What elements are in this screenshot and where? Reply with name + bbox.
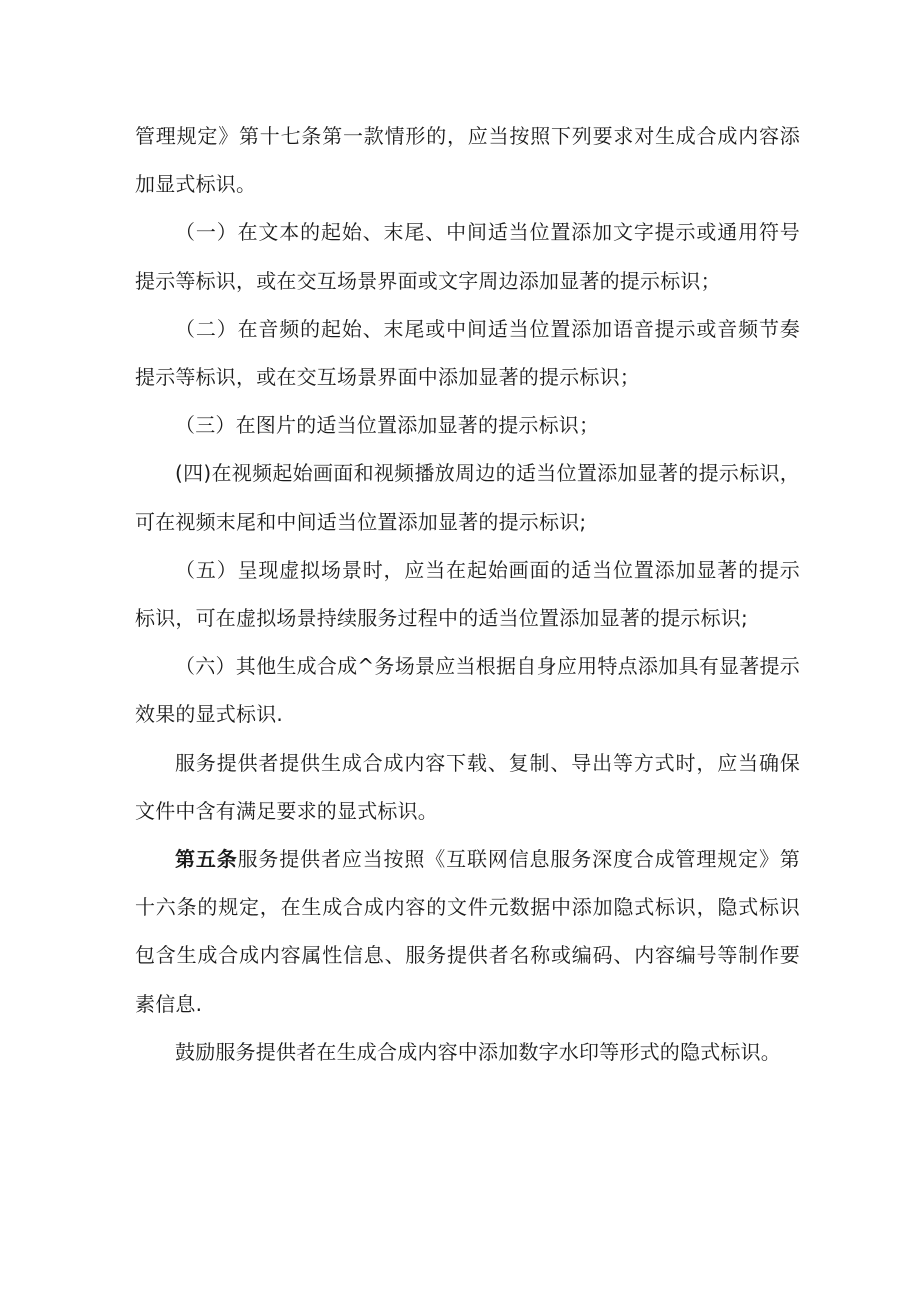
list-item-audio: （二）在音频的起始、末尾或中间适当位置添加语音提示或音频节奏提示等标识，或在交互场景界面中添加显著的提示标识； [135, 316, 800, 390]
list-item-video: (四)在视频起始画面和视频播放周边的适当位置添加显著的提示标识，可在视频末尾和中间适当位置添加显著的提示标识; [135, 461, 800, 534]
paragraph-continuation: 管理规定》第十七条第一款情形的，应当按照下列要求对生成合成内容添加显式标识。 [135, 124, 800, 197]
article-five-text: 服务提供者应当按照《互联网信息服务深度合成管理规定》第十六条的规定，在生成合成内容的文件元数据中添加隐式标识，隐式标识包含生成合成内容属性信息、服务提供者名称或编码、内容编号等制作要素信息. [135, 847, 800, 1016]
list-item-image: （三）在图片的适当位置添加显著的提示标识； [175, 413, 600, 438]
paragraph-download: 服务提供者提供生成合成内容下载、复制、导出等方式时，应当确保文件中含有满足要求的显式标识。 [135, 750, 800, 823]
article-five-heading: 第五条 [175, 847, 238, 872]
list-item-other: （六）其他生成合成^务场景应当根据自身应用特点添加具有显著提示效果的显式标识. [135, 654, 800, 727]
list-item-virtual-scene: （五）呈现虚拟场景时，应当在起始画面的适当位置添加显著的提示标识，可在虚拟场景持续服务过程中的适当位置添加显著的提示标识; [135, 557, 800, 631]
paragraph-watermark: 鼓励服务提供者在生成合成内容中添加数字水印等形式的隐式标识。 [175, 1039, 781, 1064]
list-item-text: （一）在文本的起始、末尾、中间适当位置添加文字提示或通用符号提示等标识，或在交互场景界面或文字周边添加显著的提示标识； [135, 220, 800, 293]
document-body [135, 112, 800, 1076]
article-five [135, 835, 800, 1028]
